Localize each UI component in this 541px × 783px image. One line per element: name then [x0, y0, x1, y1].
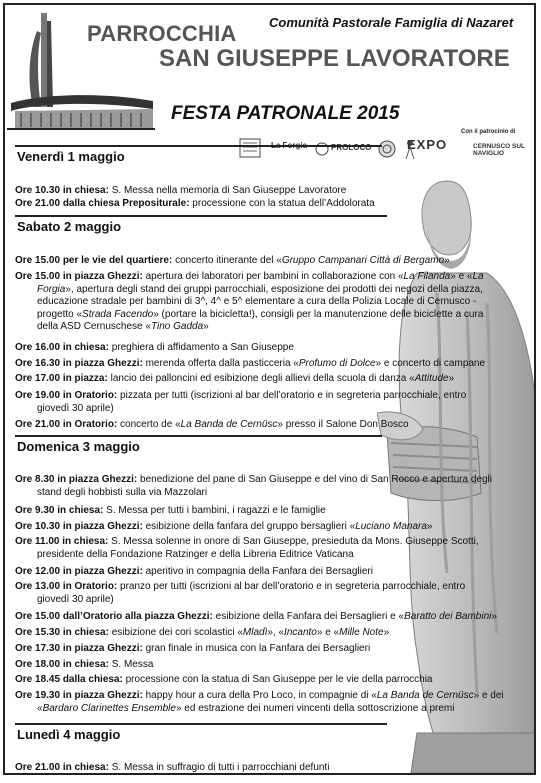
parish-label: PARROCCHIA	[87, 21, 237, 46]
parish-name: SAN GIUSEPPE LAVORATORE	[159, 45, 510, 72]
event-item: Ore 15.00 per le vie del quartiere: concerto itinerante del «Gruppo Campanari Città di Bergamo»	[15, 255, 450, 266]
event-item: Ore 11.00 in chiesa: S. Messa solenne in onore di San Giuseppe, presieduta da Mons. Giuseppe Scotti, presidente della Fondazione Ratzinger e della Libreria Editrice Vaticana	[15, 536, 479, 560]
event-item: Ore 16.00 in chiesa: preghiera di affidamento a San Giuseppe	[15, 342, 294, 353]
event-item: Ore 13.00 in Oratorio: pranzo per tutti (iscrizioni al bar dell’oratorio e in segreteria parrocchiale, entro giovedì 30 aprile)	[15, 581, 466, 605]
event-item: Ore 19.30 in piazza Ghezzi: happy hour a cura della Pro Loco, in compagnie di «La Banda de Cernüsc» e dei «Bardaro Clarinettes Ensemble» ed estrazione dei numeri vincenti della sottoscrizione a premi	[15, 690, 504, 714]
day-heading: Domenica 3 maggio	[15, 435, 382, 459]
event-item: Ore 16.30 in piazza Ghezzi: merenda offerta dalla pasticceria «Profumo di Dolce» e concerto di campane	[15, 358, 486, 369]
day-heading: Lunedì 4 maggio	[15, 723, 387, 747]
event-item: Ore 10.30 in piazza Ghezzi: esibizione della fanfara del gruppo bersaglieri «Luciano Manara»	[15, 521, 433, 532]
day-heading: Sabato 2 maggio	[15, 215, 387, 239]
flyer-page	[3, 3, 536, 775]
event-item: Ore 8.30 in piazza Ghezzi: benedizione del pane di San Giuseppe e del vino di San Rocco e apertura degli stand degli hobbisti sulla via Mazzolari	[15, 474, 492, 498]
event-item: Ore 18.00 in chiesa: S. Messa	[15, 659, 154, 670]
event-item: Ore 9.30 in chiesa: S. Messa per tutti i bambini, i ragazzi e le famiglie	[15, 505, 326, 516]
event-item: Ore 15.30 in chiesa: esibizione dei cori scolastici «Mladì», «Incanto» e «Mille Note»	[15, 627, 390, 638]
event-item: Ore 17.00 in piazza: lancio dei palloncini ed esibizione degli allievi della scuola di danza «Attitude»	[15, 373, 455, 384]
patronage-label: Con il patrocinio di	[461, 129, 516, 135]
event-item: Ore 21.00 in Oratorio: concerto de «La Banda de Cernüsc» presso il Salone Don Bosco	[15, 419, 409, 430]
proloco-logo: PROLOCO	[331, 143, 372, 152]
event-item: Ore 18.45 dalla chiesa: processione con la statua di San Giuseppe per le vie della parrocchia	[15, 674, 433, 685]
event-item: Ore 21.00 dalla chiesa Prepositurale: processione con la statua dell’Addolorata	[15, 198, 375, 209]
event-item: Ore 15.00 in piazza Ghezzi: apertura dei laboratori per bambini in collaborazione con «La Filanda» e «La Forgia», apertura degli stand dei gruppi parrocchiali, esposizione dei prodotti dei negozi della piazza, educazione stradale per bambini di 3^, 4^ e 5^ elementare a cura della Polizia Locale di Cernusco - progetto «Strada Facendo» (portare la bicicletta!), consigli per la manutenzione delle biciclette a cura della ASD Cernuschese «Tino Gadda»	[15, 271, 484, 332]
la-forgia-logo: La Forgia	[271, 141, 308, 150]
event-title: FESTA PATRONALE 2015	[171, 103, 400, 124]
event-item: Ore 21.00 in chiesa: S. Messa in suffragio di tutti i parrocchiani defunti	[15, 762, 330, 773]
cernusco-logo: CERNUSCO SUL NAVIGLIO	[473, 143, 525, 157]
expo-logo: EXPO	[407, 137, 448, 152]
event-item: Ore 15.00 dall’Oratorio alla piazza Ghezzi: esibizione della Fanfara dei Bersaglieri e «Baratto dei Bambini»	[15, 611, 497, 622]
day-heading: Venerdì 1 maggio	[15, 145, 382, 169]
event-item: Ore 10.30 in chiesa: S. Messa nella memoria di San Giuseppe Lavoratore	[15, 185, 347, 196]
community-name: Comunità Pastorale Famiglia di Nazaret	[269, 15, 514, 30]
event-item: Ore 17.30 in piazza Ghezzi: gran finale in musica con la Fanfara dei Bersaglieri	[15, 643, 371, 654]
event-item: Ore 12.00 in piazza Ghezzi: aperitivo in compagnia della Fanfara dei Bersaglieri	[15, 566, 373, 577]
event-item: Ore 19.00 in Oratorio: pizzata per tutti (iscrizioni al bar dell’oratorio e in segreteria parrocchiale, entro giovedì 30 aprile)	[15, 390, 467, 414]
